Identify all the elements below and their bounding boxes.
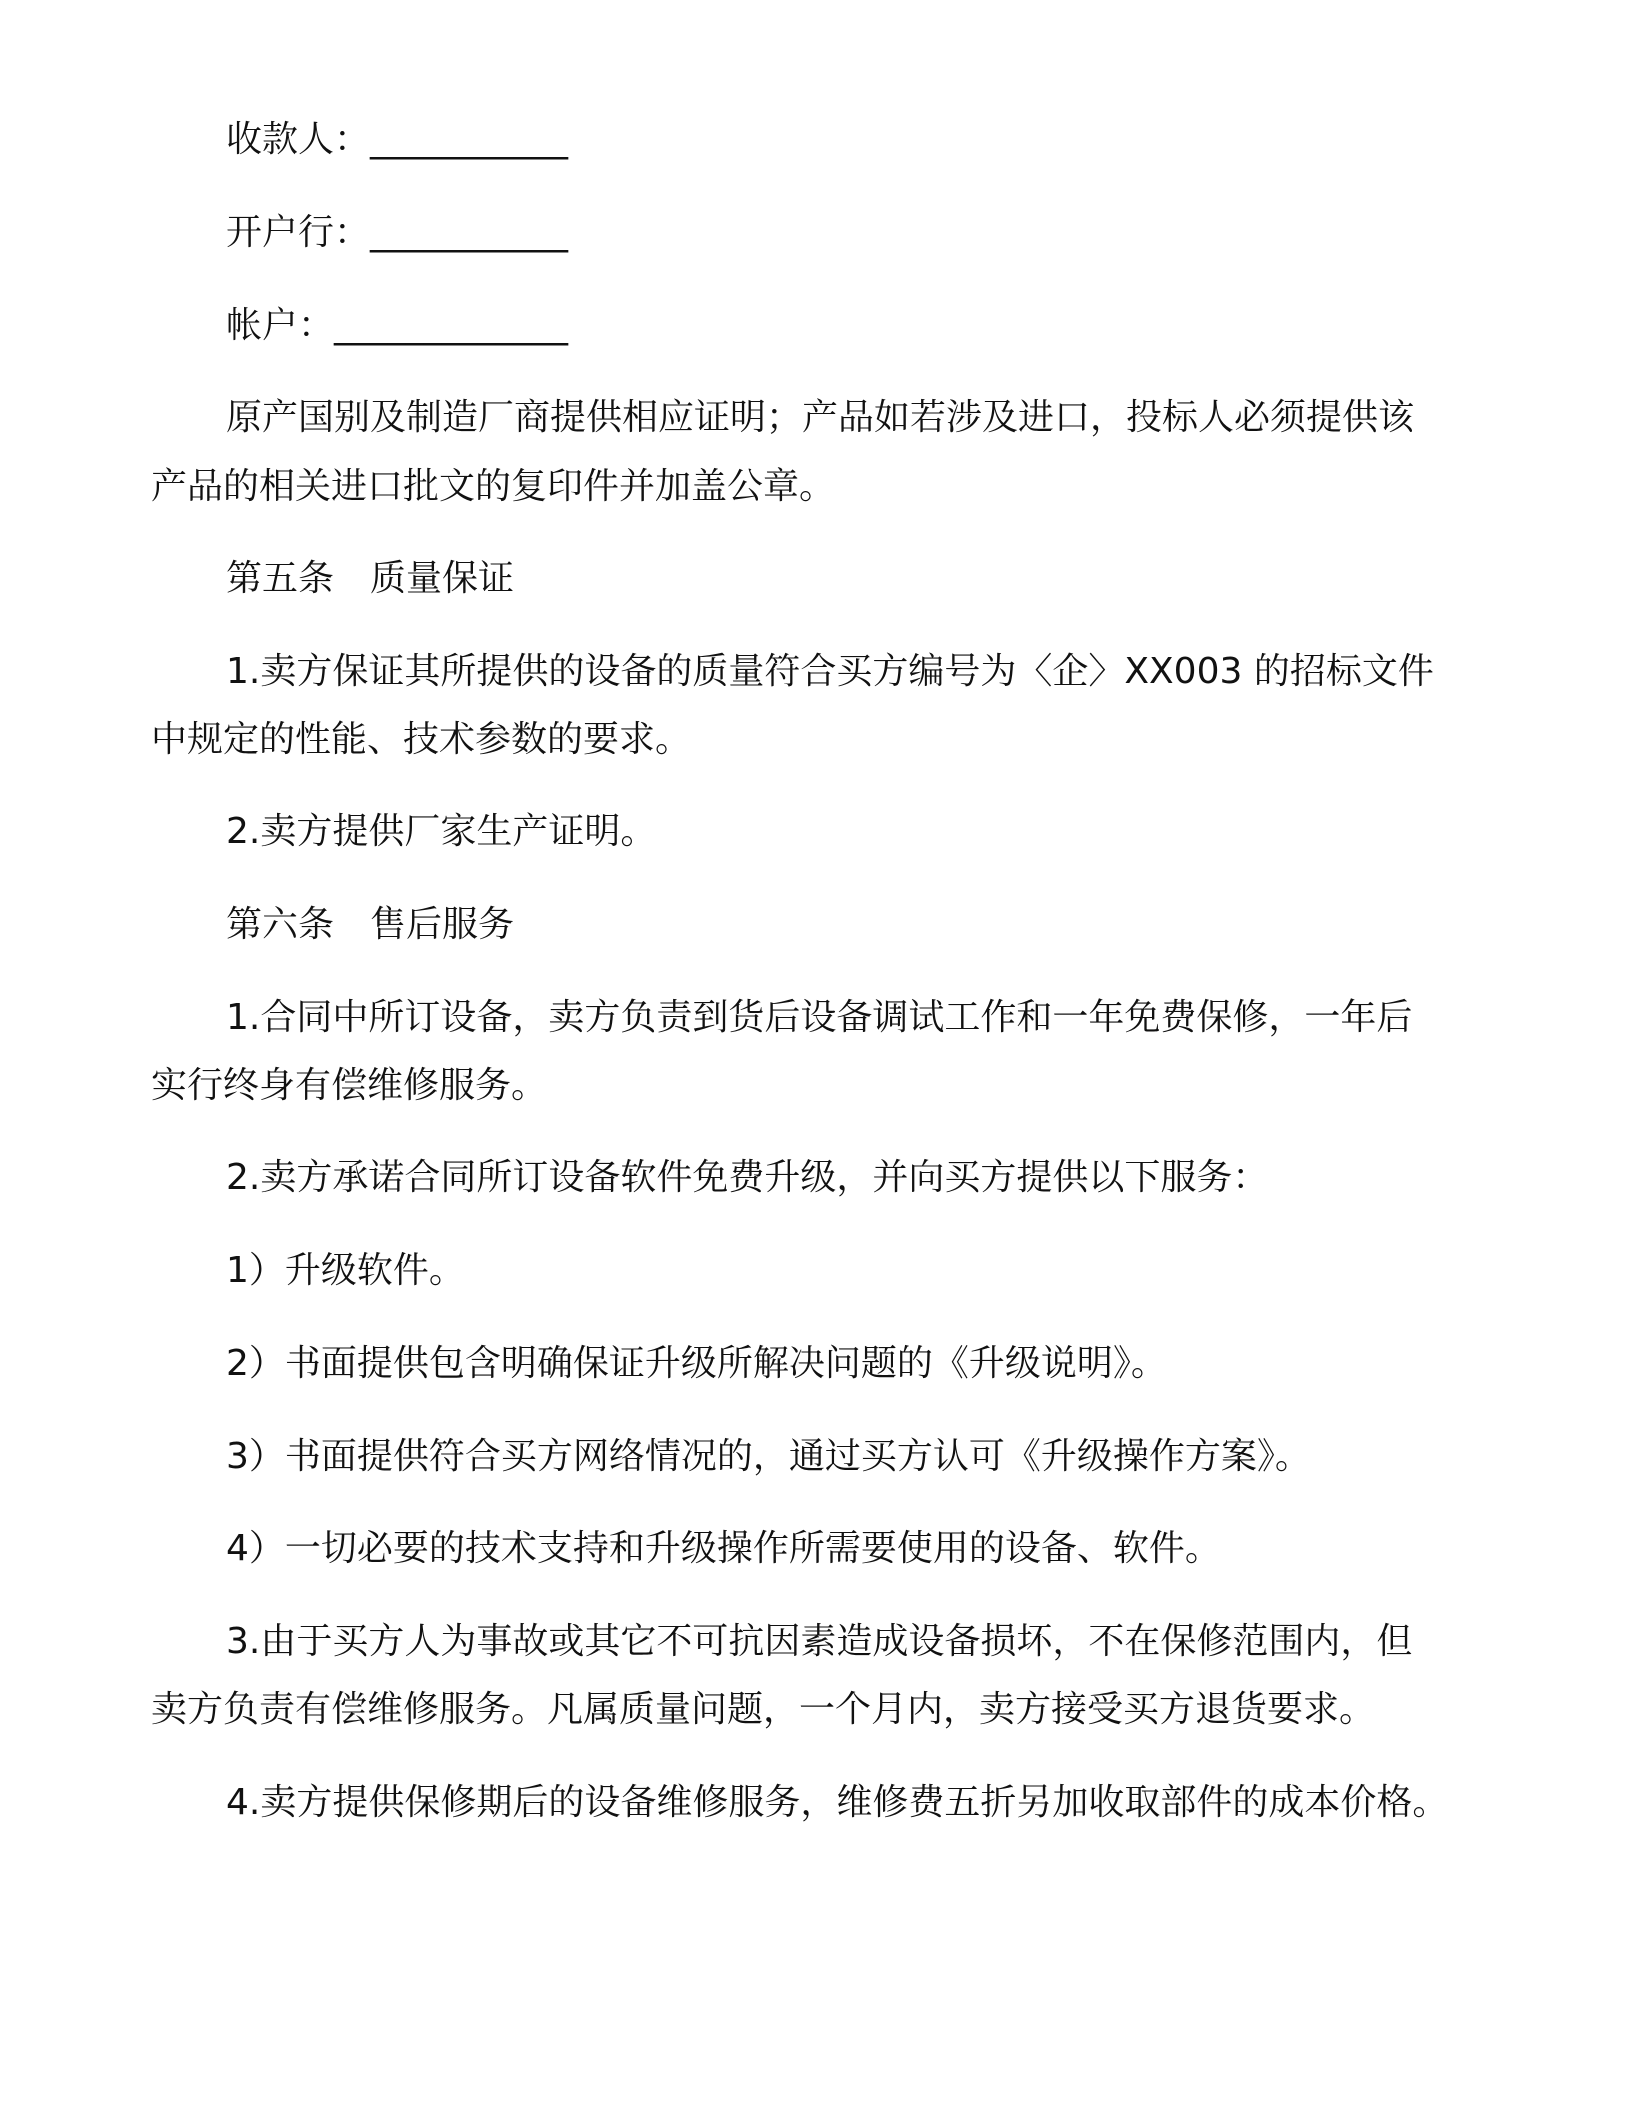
article-6-heading: 第六条 售后服务 <box>226 904 515 945</box>
article-6-subitem-3: 3）书面提供符合买方网络情况的，通过买方认可《升级操作方案》。 <box>226 1436 1311 1477</box>
payee-line: 收款人：___________ <box>226 119 569 160</box>
article-5-item-1-line-1: 1.卖方保证其所提供的设备的质量符合买方编号为〈企〉XX003 的招标文件 <box>226 651 1434 692</box>
article-6-item-2: 2.卖方承诺合同所订设备软件免费升级，并向买方提供以下服务： <box>226 1157 1269 1198</box>
article-6-item-1-line-1: 1.合同中所订设备，卖方负责到货后设备调试工作和一年免费保修，一年后 <box>226 997 1413 1038</box>
origin-paragraph-line-1: 原产国别及制造厂商提供相应证明；产品如若涉及进口，投标人必须提供该 <box>226 397 1415 438</box>
article-5-item-1-line-2: 中规定的性能、技术参数的要求。 <box>151 719 692 760</box>
article-6-item-1-line-2: 实行终身有偿维修服务。 <box>151 1065 548 1106</box>
article-6-subitem-2: 2）书面提供包含明确保证升级所解决问题的《升级说明》。 <box>226 1343 1167 1384</box>
origin-paragraph-line-2: 产品的相关进口批文的复印件并加盖公章。 <box>151 466 836 507</box>
article-6-item-3-line-1: 3.由于买方人为事故或其它不可抗因素造成设备损坏，不在保修范围内，但 <box>226 1621 1413 1662</box>
article-5-item-2: 2.卖方提供厂家生产证明。 <box>226 811 657 852</box>
article-6-item-4: 4.卖方提供保修期后的设备维修服务，维修费五折另加收取部件的成本价格。 <box>226 1782 1449 1823</box>
article-6-item-3-line-2: 卖方负责有偿维修服务。凡属质量问题，一个月内，卖方接受买方退货要求。 <box>151 1689 1376 1730</box>
account-line: 帐户：_____________ <box>226 305 569 346</box>
bank-line: 开户行：___________ <box>226 212 569 253</box>
article-6-subitem-4: 4）一切必要的技术支持和升级操作所需要使用的设备、软件。 <box>226 1528 1221 1569</box>
article-6-subitem-1: 1）升级软件。 <box>226 1250 465 1291</box>
article-5-heading: 第五条 质量保证 <box>226 558 515 599</box>
